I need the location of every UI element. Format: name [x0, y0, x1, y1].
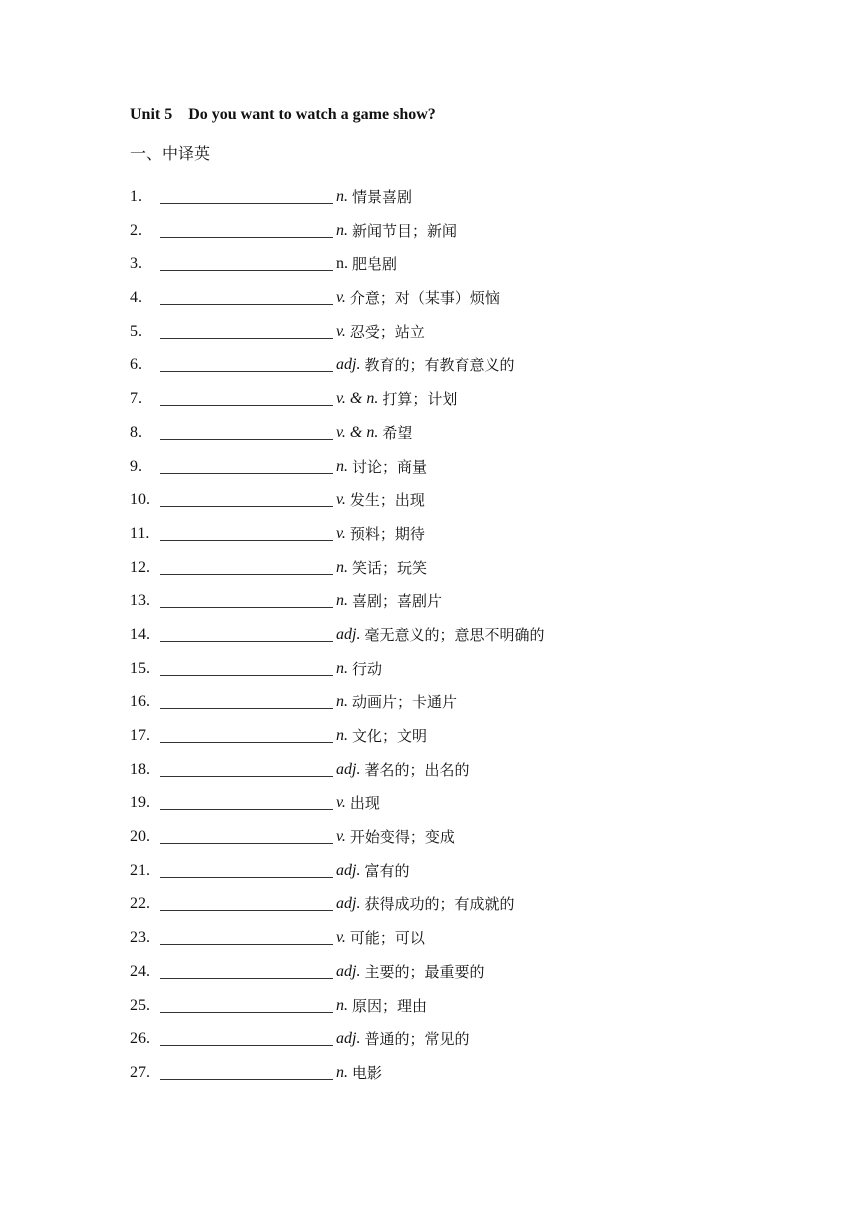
- item-number: 24.: [130, 962, 150, 980]
- part-of-speech: v.: [336, 491, 346, 509]
- part-of-speech: n.: [336, 659, 348, 677]
- vocabulary-item: [130, 523, 544, 557]
- answer-blank[interactable]: [160, 893, 333, 911]
- item-number: 13.: [130, 592, 150, 610]
- answer-blank[interactable]: [160, 860, 333, 878]
- chinese-meaning: 著名的；出名的: [364, 760, 470, 779]
- chinese-meaning: 发生；出现: [349, 491, 425, 510]
- part-of-speech: n.: [336, 255, 348, 273]
- chinese-meaning: 喜剧；喜剧片: [352, 592, 443, 611]
- answer-blank[interactable]: [160, 691, 333, 709]
- answer-blank[interactable]: [160, 927, 333, 945]
- vocabulary-item: [130, 1028, 544, 1062]
- item-number: 5.: [130, 322, 142, 340]
- chinese-meaning: 新闻节目；新闻: [352, 221, 458, 240]
- item-number: 12.: [130, 558, 150, 576]
- part-of-speech: v.: [336, 289, 346, 307]
- vocabulary-item: [130, 354, 544, 388]
- vocabulary-item: [130, 489, 544, 523]
- part-of-speech: n.: [336, 221, 348, 239]
- vocabulary-item: [130, 893, 544, 927]
- item-number: 22.: [130, 895, 150, 913]
- vocabulary-item: [130, 220, 544, 254]
- answer-blank[interactable]: [160, 557, 333, 575]
- part-of-speech: n.: [336, 693, 348, 711]
- answer-blank[interactable]: [160, 287, 333, 305]
- vocabulary-item: [130, 927, 544, 961]
- item-number: 20.: [130, 828, 150, 846]
- part-of-speech: n.: [336, 996, 348, 1014]
- vocabulary-item: [130, 691, 544, 725]
- chinese-meaning: 讨论；商量: [352, 457, 428, 476]
- page-title: Unit 5 Do you want to watch a game show?: [130, 106, 436, 123]
- item-number: 18.: [130, 760, 150, 778]
- part-of-speech: adj.: [336, 962, 361, 980]
- vocabulary-item: [130, 590, 544, 624]
- chinese-meaning: 预料；期待: [349, 524, 425, 543]
- vocabulary-item: [130, 253, 544, 287]
- part-of-speech: v.: [336, 929, 346, 947]
- answer-blank[interactable]: [160, 456, 333, 474]
- vocabulary-item: [130, 725, 544, 759]
- item-number: 6.: [130, 356, 142, 374]
- answer-blank[interactable]: [160, 590, 333, 608]
- answer-blank[interactable]: [160, 759, 333, 777]
- part-of-speech: n.: [336, 188, 348, 205]
- chinese-meaning: 教育的；有教育意义的: [364, 356, 515, 375]
- item-number: 19.: [130, 794, 150, 812]
- vocabulary-item: [130, 422, 544, 456]
- answer-blank[interactable]: [160, 388, 333, 406]
- vocabulary-item: [130, 287, 544, 321]
- chinese-meaning: 情景喜剧: [352, 188, 413, 206]
- part-of-speech: v.: [336, 828, 346, 846]
- vocabulary-item: [130, 995, 544, 1029]
- vocabulary-item: [130, 759, 544, 793]
- answer-blank[interactable]: [160, 253, 333, 271]
- section-heading: 一、中译英: [130, 146, 211, 163]
- item-number: 11.: [130, 524, 150, 542]
- item-number: 4.: [130, 289, 142, 307]
- answer-blank[interactable]: [160, 725, 333, 743]
- vocabulary-item: [130, 961, 544, 995]
- item-number: 7.: [130, 390, 142, 408]
- chinese-meaning: 原因；理由: [352, 996, 428, 1015]
- vocabulary-item: [130, 1062, 544, 1096]
- part-of-speech: v. & n.: [336, 390, 379, 408]
- vocabulary-item: [130, 826, 544, 860]
- part-of-speech: adj.: [336, 760, 361, 778]
- item-number: 21.: [130, 861, 150, 879]
- answer-blank[interactable]: [160, 658, 333, 676]
- item-number: 17.: [130, 727, 150, 744]
- item-number: 9.: [130, 457, 142, 475]
- answer-blank[interactable]: [160, 961, 333, 979]
- part-of-speech: adj.: [336, 895, 361, 913]
- chinese-meaning: 普通的；常见的: [364, 1030, 470, 1049]
- item-number: 27.: [130, 1063, 150, 1081]
- part-of-speech: adj.: [336, 861, 361, 879]
- chinese-meaning: 动画片；卡通片: [352, 693, 458, 712]
- vocabulary-list: [130, 186, 544, 1096]
- part-of-speech: v.: [336, 524, 346, 542]
- chinese-meaning: 打算；计划: [382, 390, 458, 409]
- chinese-meaning: 开始变得；变成: [349, 828, 455, 847]
- answer-blank[interactable]: [160, 489, 333, 507]
- chinese-meaning: 介意；对（某事）烦恼: [349, 289, 500, 308]
- part-of-speech: adj.: [336, 1030, 361, 1048]
- vocabulary-item: [130, 792, 544, 826]
- answer-blank[interactable]: [160, 826, 333, 844]
- item-number: 23.: [130, 929, 150, 947]
- vocabulary-item: [130, 658, 544, 692]
- item-number: 10.: [130, 491, 150, 509]
- part-of-speech: n.: [336, 592, 348, 610]
- item-number: 15.: [130, 659, 150, 677]
- item-number: 1.: [130, 188, 142, 205]
- item-number: 2.: [130, 221, 142, 239]
- vocabulary-item: [130, 456, 544, 490]
- item-number: 3.: [130, 255, 142, 273]
- answer-blank[interactable]: [160, 354, 333, 372]
- answer-blank[interactable]: [160, 624, 333, 642]
- part-of-speech: v.: [336, 322, 346, 340]
- chinese-meaning: 富有的: [364, 861, 410, 880]
- chinese-meaning: 可能；可以: [349, 929, 425, 948]
- vocabulary-item: [130, 624, 544, 658]
- answer-blank[interactable]: [160, 1062, 333, 1080]
- answer-blank[interactable]: [160, 186, 333, 204]
- chinese-meaning: 出现: [349, 794, 380, 813]
- vocabulary-item: [130, 388, 544, 422]
- vocabulary-item: [130, 186, 544, 220]
- answer-blank[interactable]: [160, 220, 333, 238]
- chinese-meaning: 文化；文明: [352, 727, 428, 745]
- answer-blank[interactable]: [160, 422, 333, 440]
- answer-blank[interactable]: [160, 792, 333, 810]
- item-number: 8.: [130, 423, 142, 441]
- chinese-meaning: 毫无意义的；意思不明确的: [364, 625, 545, 644]
- chinese-meaning: 忍受；站立: [349, 322, 425, 341]
- part-of-speech: n.: [336, 1063, 348, 1081]
- chinese-meaning: 主要的；最重要的: [364, 962, 485, 981]
- vocabulary-item: [130, 321, 544, 355]
- part-of-speech: n.: [336, 457, 348, 475]
- item-number: 25.: [130, 996, 150, 1014]
- answer-blank[interactable]: [160, 995, 333, 1013]
- chinese-meaning: 肥皂剧: [352, 255, 398, 274]
- chinese-meaning: 电影: [352, 1063, 383, 1082]
- part-of-speech: n.: [336, 727, 348, 744]
- part-of-speech: adj.: [336, 625, 361, 643]
- chinese-meaning: 行动: [352, 659, 383, 678]
- part-of-speech: v. & n.: [336, 423, 379, 441]
- item-number: 14.: [130, 625, 150, 643]
- chinese-meaning: 笑话；玩笑: [352, 558, 428, 577]
- item-number: 16.: [130, 693, 150, 711]
- answer-blank[interactable]: [160, 523, 333, 541]
- chinese-meaning: 希望: [382, 423, 413, 442]
- vocabulary-item: [130, 860, 544, 894]
- item-number: 26.: [130, 1030, 150, 1048]
- answer-blank[interactable]: [160, 321, 333, 339]
- vocabulary-item: [130, 557, 544, 591]
- part-of-speech: v.: [336, 794, 346, 812]
- chinese-meaning: 获得成功的；有成就的: [364, 895, 515, 914]
- part-of-speech: adj.: [336, 356, 361, 374]
- answer-blank[interactable]: [160, 1028, 333, 1046]
- part-of-speech: n.: [336, 558, 348, 576]
